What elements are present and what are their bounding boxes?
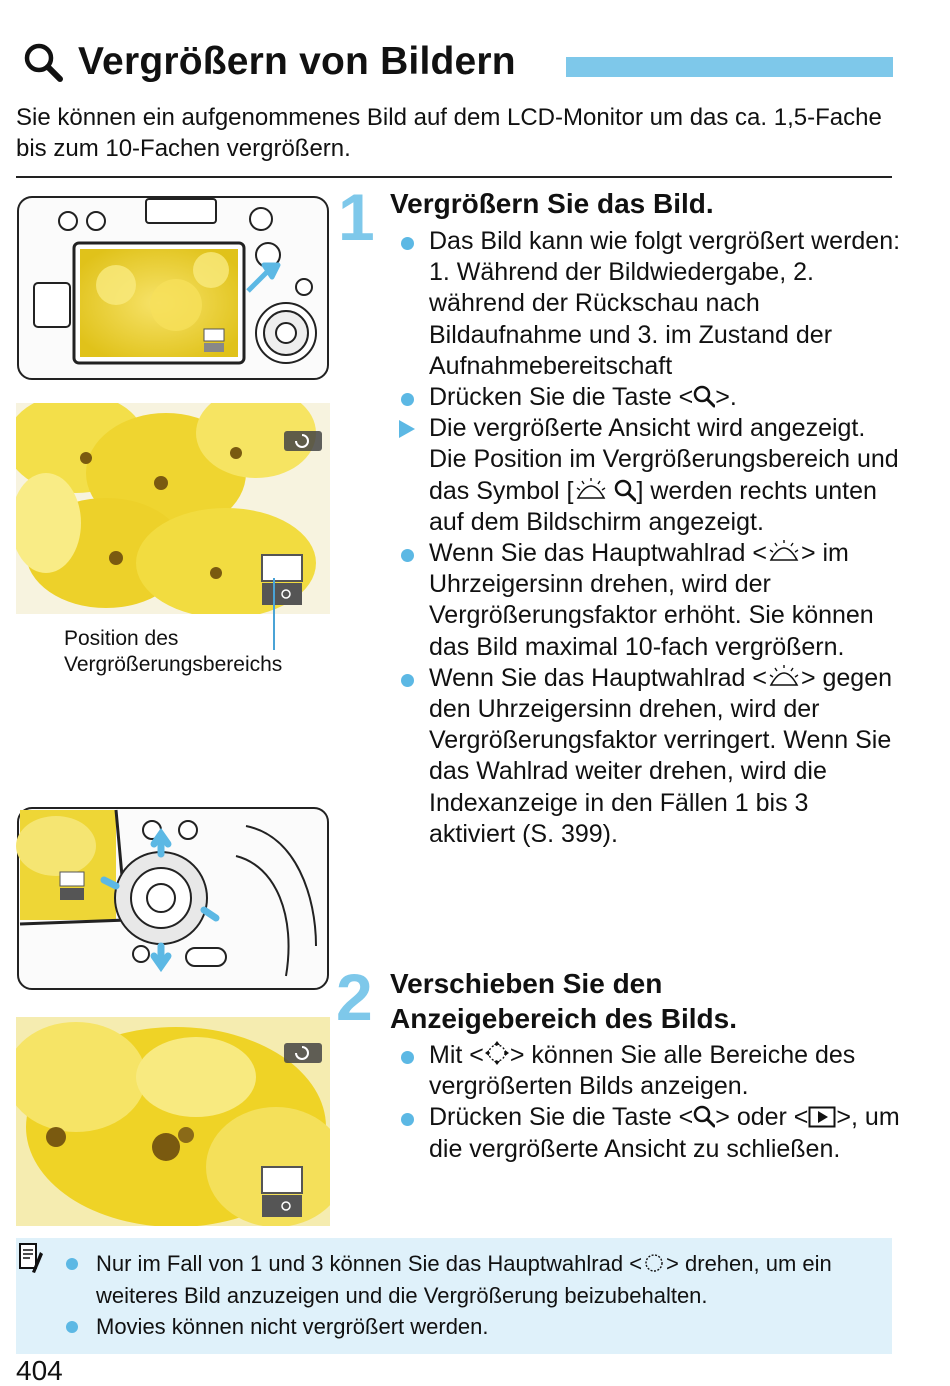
playback-icon: [808, 1106, 836, 1128]
step-1-bullet-2-end: >.: [715, 383, 737, 412]
page-title: Vergrößern von Bildern: [78, 40, 516, 83]
note-bullet-2: Movies können nicht vergrößert werden.: [96, 1314, 489, 1339]
bullet-icon: [401, 1051, 414, 1064]
step-1-list: [391, 226, 901, 850]
list-item: [391, 382, 901, 413]
step-2-heading: [390, 966, 737, 1036]
bullet-icon: [66, 1321, 78, 1333]
step-2-bullet-2-end: >, um die vergrößerte Ansicht zu schließen.: [429, 1103, 900, 1163]
main-dial-icon: [642, 1252, 666, 1274]
note-icon: [18, 1242, 44, 1274]
bullet-icon: [401, 1113, 414, 1126]
step-2-bullet-2-mid: > oder <: [715, 1103, 809, 1132]
step-1-bullet-1: Das Bild kann wie folgt vergrößert werden: 1. Während der Bildwiedergabe, 2. während der Rückschau nach Bildaufnahme und 3. im Zustand der Aufnahmebereitschaft: [429, 227, 901, 380]
caption-line-1: Position des: [64, 627, 179, 650]
list-item: [391, 663, 901, 850]
result-arrow-icon: [399, 420, 415, 438]
list-item: [391, 1040, 901, 1102]
magnify-icon: [693, 384, 715, 408]
step-2-heading-line-2: Anzeigebereich des Bilds.: [390, 1003, 737, 1034]
step-2-heading-line-1: Verschieben Sie den: [390, 968, 663, 999]
step-2-number: 2: [336, 960, 373, 1034]
bullet-icon: [401, 393, 414, 406]
list-item: [391, 226, 901, 382]
step-2-bullet-1-text: Mit <: [429, 1041, 484, 1069]
main-dial-icon: [767, 663, 801, 689]
magnified-photo-2: [16, 1017, 330, 1226]
figure-caption: [64, 626, 282, 678]
page-title-row: [22, 34, 516, 90]
list-item: [391, 538, 901, 663]
caption-line-2: Vergrößerungsbereichs: [64, 653, 283, 676]
bullet-icon: [66, 1258, 78, 1270]
title-accent-bar: [566, 57, 893, 77]
step-1-bullet-4-text: Wenn Sie das Hauptwahlrad <: [429, 539, 767, 568]
list-item: [60, 1311, 880, 1343]
step-2-list: [391, 1040, 901, 1165]
main-dial-icon: [767, 538, 801, 564]
step-1-bullet-3-end: ] werden rechts unten auf dem Bildschirm angezeigt.: [429, 476, 877, 536]
step-1-number: 1: [338, 180, 375, 254]
list-item: [60, 1248, 880, 1311]
divider: [16, 176, 892, 178]
multi-controller-icon: [484, 1040, 510, 1066]
step-1-bullet-5-text: Wenn Sie das Hauptwahlrad <: [429, 663, 767, 692]
multi-controller-illustration: [16, 806, 330, 991]
note-list: [60, 1248, 880, 1343]
page-number: 404: [16, 1355, 63, 1386]
magnify-icon: [22, 41, 64, 83]
step-1-bullet-2-text: Drücken Sie die Taste <: [429, 383, 694, 412]
bullet-icon: [401, 237, 414, 250]
step-1-bullet-3-text: Die vergrößerte Ansicht wird angezeigt. Die Position im Vergrößerungsbereich und das Symbol [: [429, 414, 899, 505]
magnify-icon: [614, 478, 636, 502]
bullet-icon: [401, 549, 414, 562]
intro-text: Sie können ein aufgenommenes Bild auf dem LCD-Monitor um das ca. 1,5-Fache bis zum 10-Fachen vergrößern.: [16, 104, 882, 162]
step-1-bullet-4-end: > im Uhrzeigersinn drehen, wird der Vergrößerungsfaktor erhöht. Sie können das Bild maximal 10-fach vergrößern.: [429, 539, 874, 661]
step-1-bullet-5-end: > gegen den Uhrzeigersinn drehen, wird der Vergrößerungsfaktor verringert. Wenn Sie das Wahlrad weiter drehen, wird die Indexanzeige in den Fällen 1 bis 3 aktiviert (S. 399).: [429, 663, 893, 848]
list-item: [391, 413, 901, 538]
magnified-photo-1: [16, 403, 330, 614]
main-dial-icon: [574, 476, 608, 502]
camera-back-illustration: [16, 195, 330, 381]
step-1-heading: Vergrößern Sie das Bild.: [390, 188, 714, 219]
bullet-icon: [401, 674, 414, 687]
note-bullet-1-end: > drehen, um ein weiteres Bild anzuzeigen und die Vergrößerung beizubehalten.: [96, 1251, 832, 1308]
step-2-bullet-2-text: Drücken Sie die Taste <: [429, 1103, 694, 1132]
list-item: [391, 1102, 901, 1164]
magnify-icon: [693, 1104, 715, 1128]
step-2-bullet-1-end: > können Sie alle Bereiche des vergrößerten Bilds anzeigen.: [429, 1041, 856, 1101]
note-bullet-1-text: Nur im Fall von 1 und 3 können Sie das Hauptwahlrad <: [96, 1251, 643, 1276]
